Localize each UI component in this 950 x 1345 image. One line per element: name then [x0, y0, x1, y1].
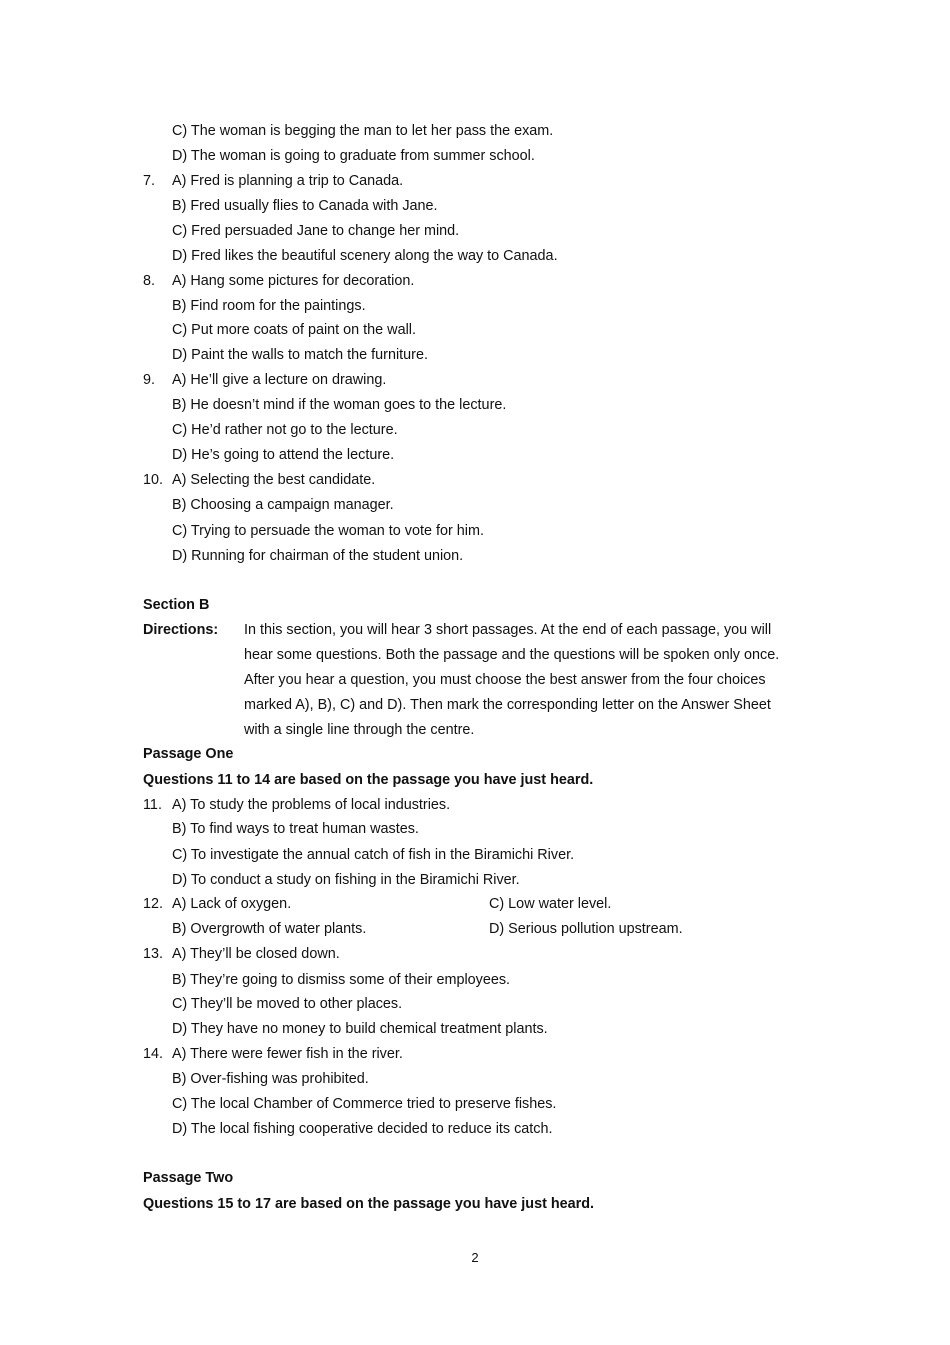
- q13-number: 13.: [143, 946, 164, 962]
- q10-option-c: C) Trying to persuade the woman to vote for him.: [172, 523, 484, 539]
- section-b-title: Section B: [143, 597, 210, 613]
- q6-option-c: C) The woman is begging the man to let her pass the exam.: [172, 123, 554, 139]
- directions-line-2: hear some questions. Both the passage and the questions will be spoken only once.: [244, 647, 780, 663]
- q13-option-b: B) They’re going to dismiss some of their employees.: [172, 972, 511, 988]
- passage-two-intro: Questions 15 to 17 are based on the passage you have just heard.: [143, 1196, 595, 1212]
- directions-line-3: After you hear a question, you must choose the best answer from the four choices: [244, 672, 766, 688]
- directions-line-4: marked A), B), C) and D). Then mark the corresponding letter on the Answer Sheet: [244, 697, 771, 713]
- q10-option-d: D) Running for chairman of the student union.: [172, 548, 464, 564]
- q9-option-a: A) He’ll give a lecture on drawing.: [172, 372, 387, 388]
- q11-option-d: D) To conduct a study on fishing in the Biramichi River.: [172, 872, 520, 888]
- q11-option-c: C) To investigate the annual catch of fish in the Biramichi River.: [172, 847, 575, 863]
- q12-number: 12.: [143, 896, 164, 912]
- q7-number: 7.: [143, 173, 156, 189]
- q13-option-a: A) They’ll be closed down.: [172, 946, 340, 962]
- q7-option-b: B) Fred usually flies to Canada with Jane.: [172, 198, 438, 214]
- q8-option-d: D) Paint the walls to match the furniture.: [172, 347, 428, 363]
- directions-label: Directions:: [143, 622, 219, 638]
- q9-option-c: C) He’d rather not go to the lecture.: [172, 422, 398, 438]
- q13-option-d: D) They have no money to build chemical treatment plants.: [172, 1021, 548, 1037]
- q9-option-b: B) He doesn’t mind if the woman goes to the lecture.: [172, 397, 507, 413]
- q10-option-a: A) Selecting the best candidate.: [172, 472, 376, 488]
- q12-option-a: A) Lack of oxygen.: [172, 896, 292, 912]
- passage-one-title: Passage One: [143, 746, 234, 762]
- q14-option-c: C) The local Chamber of Commerce tried to preserve fishes.: [172, 1096, 557, 1112]
- q8-option-c: C) Put more coats of paint on the wall.: [172, 322, 416, 338]
- q6-option-d: D) The woman is going to graduate from summer school.: [172, 148, 535, 164]
- directions-line-5: with a single line through the centre.: [244, 722, 475, 738]
- q12-option-d: D) Serious pollution upstream.: [489, 921, 683, 937]
- directions-line-1: In this section, you will hear 3 short passages. At the end of each passage, you will: [244, 622, 772, 638]
- q7-option-c: C) Fred persuaded Jane to change her mind.: [172, 223, 460, 239]
- q9-option-d: D) He’s going to attend the lecture.: [172, 447, 395, 463]
- q14-option-a: A) There were fewer fish in the river.: [172, 1046, 403, 1062]
- page-number: 2: [471, 1250, 479, 1265]
- q12-option-b: B) Overgrowth of water plants.: [172, 921, 367, 937]
- q7-option-a: A) Fred is planning a trip to Canada.: [172, 173, 404, 189]
- q14-option-b: B) Over-fishing was prohibited.: [172, 1071, 369, 1087]
- passage-two-title: Passage Two: [143, 1170, 234, 1186]
- q8-number: 8.: [143, 273, 156, 289]
- q8-option-a: A) Hang some pictures for decoration.: [172, 273, 415, 289]
- q14-number: 14.: [143, 1046, 164, 1062]
- q11-number: 11.: [143, 797, 162, 813]
- q14-option-d: D) The local fishing cooperative decided to reduce its catch.: [172, 1121, 553, 1137]
- q11-option-b: B) To find ways to treat human wastes.: [172, 821, 419, 837]
- passage-one-intro: Questions 11 to 14 are based on the passage you have just heard.: [143, 772, 594, 788]
- q11-option-a: A) To study the problems of local industries.: [172, 797, 451, 813]
- q8-option-b: B) Find room for the paintings.: [172, 298, 366, 314]
- q10-number: 10.: [143, 472, 164, 488]
- q13-option-c: C) They’ll be moved to other places.: [172, 996, 403, 1012]
- q9-number: 9.: [143, 372, 156, 388]
- q7-option-d: D) Fred likes the beautiful scenery along the way to Canada.: [172, 248, 558, 264]
- q10-option-b: B) Choosing a campaign manager.: [172, 497, 394, 513]
- q12-option-c: C) Low water level.: [489, 896, 612, 912]
